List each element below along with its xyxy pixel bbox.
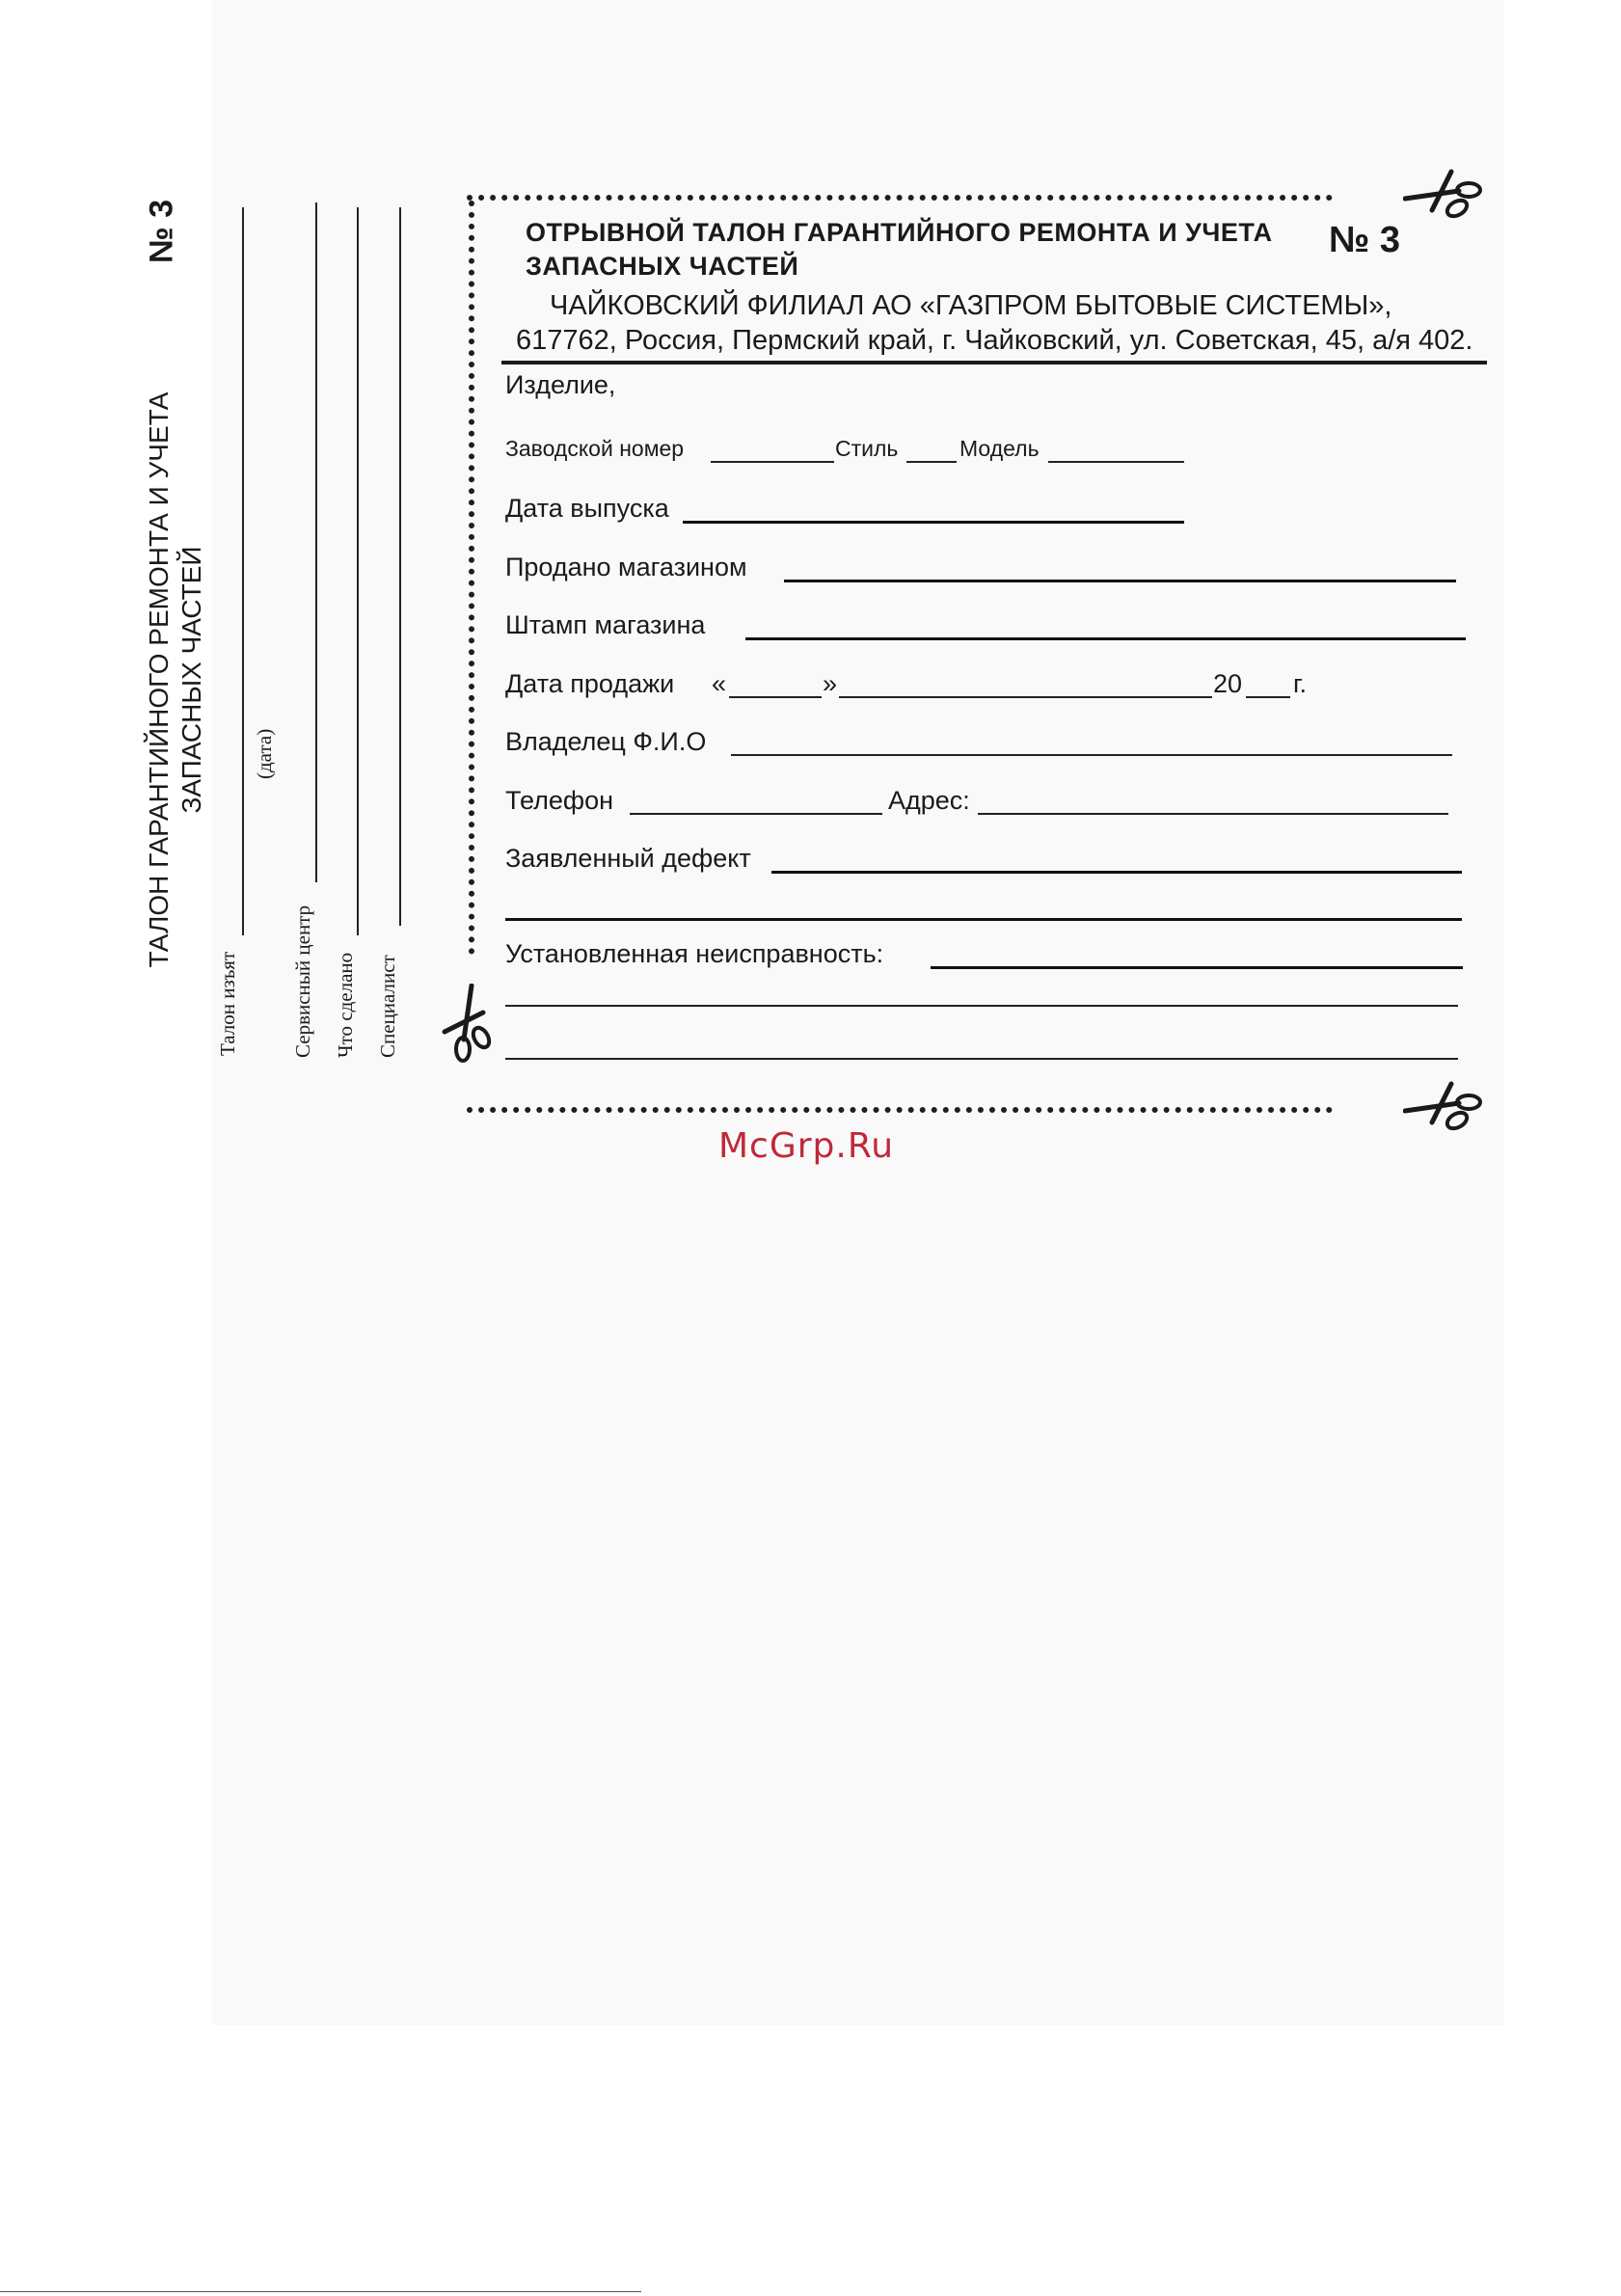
- model-label: Модель: [959, 436, 1040, 461]
- store-stamp-field[interactable]: [745, 637, 1466, 640]
- sold-by-label: Продано магазином: [505, 553, 747, 581]
- serial-number-label: Заводской номер: [505, 436, 685, 461]
- sale-year-suffix: г.: [1293, 669, 1308, 698]
- scissors-icon: [439, 984, 497, 1065]
- card-title: ОТРЫВНОЙ ТАЛОН ГАРАНТИЙНОГО РЕМОНТА И УЧЕТА ЗАПАСНЫХ ЧАСТЕЙ: [526, 218, 1273, 281]
- cut-line-top: [467, 195, 1333, 201]
- release-date-field[interactable]: [683, 521, 1184, 524]
- stub-field-removed-line: [242, 207, 244, 935]
- stub-specialist-label: Специалист: [376, 955, 399, 1058]
- watermark: McGrp.Ru: [718, 1126, 895, 1166]
- stub-field-removed-label: Талон изъят: [216, 951, 239, 1056]
- declared-defect-label: Заявленный дефект: [505, 844, 751, 873]
- cut-line-left: [469, 201, 474, 955]
- card-number: № 3: [1329, 220, 1401, 260]
- bottom-edge-rule: [0, 2291, 641, 2292]
- stub-service-center-label: Сервисный центр: [291, 905, 314, 1058]
- phone-label: Телефон: [505, 786, 614, 815]
- release-date-label: Дата выпуска: [505, 494, 669, 523]
- found-fault-field[interactable]: [931, 966, 1463, 969]
- serial-number-field[interactable]: [711, 461, 834, 463]
- header-divider: [501, 361, 1487, 365]
- stub-work-done-label: Что сделано: [334, 952, 357, 1058]
- stub-date-hint: (дата): [253, 728, 276, 779]
- phone-field[interactable]: [630, 813, 882, 815]
- scissors-icon: [1403, 166, 1484, 224]
- declared-defect-field[interactable]: [771, 871, 1462, 874]
- owner-label: Владелец Ф.И.О: [505, 727, 707, 756]
- stub-specialist-line: [399, 207, 401, 926]
- sale-year-field[interactable]: [1246, 696, 1290, 698]
- stub-work-done-line: [357, 207, 359, 935]
- sale-day-field[interactable]: [729, 696, 822, 698]
- sale-date-label: Дата продажи: [505, 669, 675, 698]
- found-fault-line-2[interactable]: [505, 1005, 1458, 1007]
- company-address: 617762, Россия, Пермский край, г. Чайковский, ул. Советская, 45, а/я 402.: [516, 325, 1473, 356]
- stub-service-center-line: [315, 203, 317, 882]
- stub-title: ТАЛОН ГАРАНТИЙНОГО РЕМОНТА И УЧЕТА ЗАПАСНЫХ ЧАСТЕЙ: [144, 392, 206, 968]
- sold-by-field[interactable]: [784, 580, 1456, 582]
- sale-date-quote-open: «: [712, 669, 727, 698]
- cut-line-bottom: [467, 1107, 1333, 1113]
- product-label: Изделие,: [505, 370, 616, 399]
- company-name: ЧАЙКОВСКИЙ ФИЛИАЛ АО «ГАЗПРОМ БЫТОВЫЕ СИСТЕМЫ»,: [550, 290, 1392, 321]
- model-field[interactable]: [1048, 461, 1184, 463]
- sale-date-quote-close: »: [823, 669, 838, 698]
- sale-year-prefix: 20: [1213, 669, 1243, 698]
- store-stamp-label: Штамп магазина: [505, 610, 706, 639]
- sale-month-field[interactable]: [839, 696, 1212, 698]
- declared-defect-line-2[interactable]: [505, 918, 1462, 921]
- found-fault-label: Установленная неисправность:: [505, 939, 884, 968]
- owner-field[interactable]: [731, 754, 1452, 756]
- address-label: Адрес:: [888, 786, 970, 815]
- style-label: Стиль: [835, 436, 899, 461]
- scissors-icon: [1403, 1078, 1484, 1136]
- address-field[interactable]: [978, 813, 1448, 815]
- style-field[interactable]: [906, 461, 957, 463]
- found-fault-line-3[interactable]: [505, 1058, 1458, 1060]
